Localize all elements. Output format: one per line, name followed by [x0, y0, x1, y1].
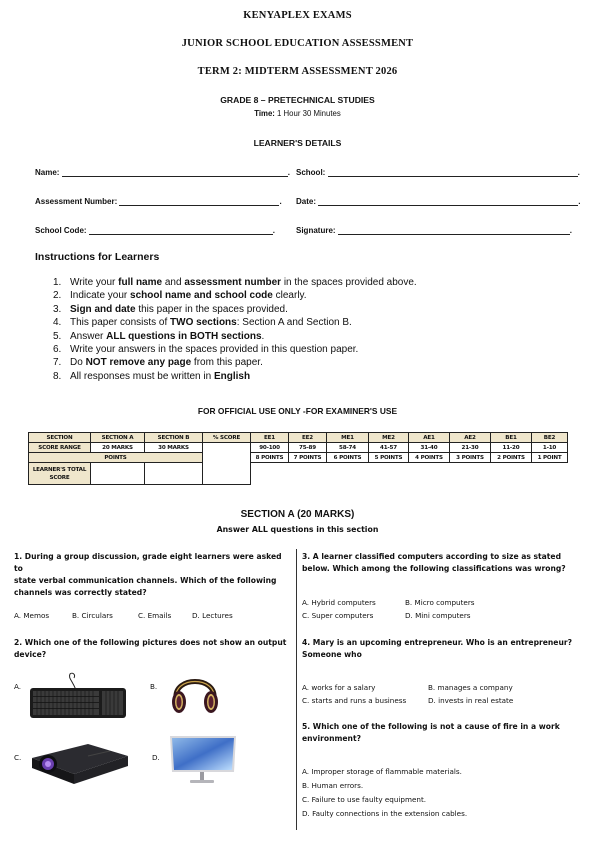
- learners-total-score-label: LEARNER'S TOTAL SCORE: [29, 463, 91, 485]
- signature-field[interactable]: [338, 227, 570, 235]
- instruction-text: assessment number: [184, 277, 282, 288]
- q2-option-c: C.: [14, 753, 22, 762]
- q2-option-b: B.: [150, 682, 158, 691]
- instruction-text: : Section A and Section B.: [236, 317, 352, 329]
- question-2-line: device?: [14, 650, 47, 659]
- instruction-text: Answer: [70, 330, 107, 342]
- assessment-number-label: Assessment Number:: [35, 197, 118, 206]
- q1-option-d: D. Lectures: [192, 611, 233, 620]
- level-code: AE1: [409, 433, 450, 443]
- question-1-line: channels was correctly stated?: [14, 588, 147, 597]
- instruction-text: Write your answers in the spaces provided in this question paper.: [70, 344, 359, 356]
- section-a-header: SECTION A: [91, 433, 145, 443]
- score-range-label: SCORE RANGE: [29, 443, 91, 453]
- instruction-number: 3.: [53, 303, 62, 315]
- school-code-row: School Code: .: [35, 226, 276, 235]
- instruction-text: from this paper.: [191, 357, 263, 369]
- projector-image: [28, 734, 130, 786]
- instruction-text: English: [213, 370, 251, 382]
- term-title: TERM 2: MIDTERM ASSESSMENT 2026: [197, 66, 398, 77]
- monitor-image: [166, 734, 238, 786]
- instruction-item: [53, 343, 573, 356]
- level-range: 31-40: [409, 443, 450, 453]
- instruction-text: clearly.: [272, 290, 307, 302]
- points-row: [29, 453, 568, 463]
- school-code-field[interactable]: [89, 227, 273, 235]
- level-range: 1-10: [532, 443, 568, 453]
- question-3: [302, 551, 587, 575]
- instruction-item: [53, 276, 573, 289]
- q4-option-d: D. invests in real estate: [428, 696, 514, 705]
- question-3-line: 3. A learner classified computers according to size as stated: [302, 552, 562, 561]
- level-range: 90-100: [251, 443, 289, 453]
- exam-body-title: KENYAPLEX EXAMS: [243, 10, 352, 21]
- section-a-title: SECTION A (20 MARKS): [240, 509, 355, 520]
- time-line: [0, 109, 595, 118]
- level-points: 4 POINTS: [409, 453, 450, 463]
- level-points: 2 POINTS: [491, 453, 532, 463]
- level-points: 8 POINTS: [251, 453, 289, 463]
- section-a-marks: 20 MARKS: [91, 443, 145, 453]
- level-range: 75-89: [289, 443, 327, 453]
- instruction-text: TWO sections: [170, 317, 237, 329]
- instruction-text: and: [162, 277, 185, 288]
- question-1-line: 1. During a group discussion, grade eight learners were asked to: [14, 552, 282, 573]
- level-range: 11-20: [491, 443, 532, 453]
- instruction-text: NOT remove any page: [85, 357, 192, 369]
- q5-option-c: C. Failure to use faulty equipment.: [302, 795, 427, 804]
- level-code: EE1: [251, 433, 289, 443]
- score-table: [28, 432, 568, 485]
- school-field[interactable]: [328, 169, 578, 177]
- q5-option-a: A. Improper storage of flammable materials.: [302, 767, 462, 776]
- section-a-subtitle: Answer ALL questions in this section: [216, 525, 379, 534]
- level-range: 21-30: [450, 443, 491, 453]
- instruction-text: Do: [70, 357, 86, 369]
- score-table-header-row: [29, 433, 568, 443]
- instruction-text: school name and school code: [130, 290, 273, 302]
- signature-label: Signature:: [296, 226, 336, 235]
- section-a-score-cell[interactable]: [91, 463, 145, 485]
- assessment-number-row: Assessment Number: .: [35, 197, 282, 206]
- question-5: [302, 721, 587, 745]
- instructions-list: [53, 276, 573, 383]
- instruction-text: Sign and date: [70, 303, 136, 315]
- level-points: 3 POINTS: [450, 453, 491, 463]
- question-1: [14, 551, 289, 599]
- instruction-item: [53, 316, 573, 329]
- percent-score-header: % SCORE: [203, 433, 251, 443]
- instruction-item: [53, 370, 573, 383]
- instruction-item: [53, 356, 573, 369]
- instruction-text: All responses must be written in: [70, 370, 214, 382]
- level-points: 7 POINTS: [289, 453, 327, 463]
- instruction-number: 4.: [53, 317, 62, 329]
- section-header: SECTION: [29, 433, 91, 443]
- instruction-number: 6.: [53, 344, 62, 356]
- q5-option-b: B. Human errors.: [302, 781, 364, 790]
- instruction-number: 7.: [53, 357, 62, 369]
- assessment-title: JUNIOR SCHOOL EDUCATION ASSESSMENT: [181, 38, 414, 49]
- level-code: ME2: [369, 433, 409, 443]
- official-use-heading: FOR OFFICIAL USE ONLY -FOR EXAMINER'S USE: [197, 406, 398, 416]
- assessment-number-field[interactable]: [119, 198, 279, 206]
- percent-score-cell[interactable]: [203, 443, 251, 485]
- time-label: Time:: [254, 109, 275, 118]
- headphones-image: [170, 666, 220, 718]
- q3-option-a: A. Hybrid computers: [302, 598, 376, 607]
- instruction-text: .: [261, 330, 265, 342]
- points-label: POINTS: [29, 453, 203, 463]
- column-divider: [296, 549, 297, 830]
- instruction-item: [53, 303, 573, 316]
- level-points: 1 POINT: [532, 453, 568, 463]
- instruction-text: full name: [118, 277, 163, 288]
- instruction-text: This paper consists of: [70, 317, 171, 329]
- q3-option-c: C. Super computers: [302, 611, 374, 620]
- score-range-row: [29, 443, 568, 453]
- instruction-item: [53, 330, 573, 343]
- keyboard-image: [28, 672, 128, 720]
- instruction-number: 8.: [53, 370, 62, 382]
- instruction-number: 1.: [53, 277, 62, 288]
- section-b-score-cell[interactable]: [145, 463, 203, 485]
- empty-cell: [251, 463, 568, 485]
- question-4-line: Someone who: [302, 650, 362, 659]
- learners-details-heading: LEARNER'S DETAILS: [253, 138, 342, 148]
- question-2-line: 2. Which one of the following pictures does not show an output: [14, 638, 287, 647]
- instruction-number: 5.: [53, 330, 62, 342]
- question-4-line: 4. Mary is an upcoming entrepreneur. Who is an entrepreneur?: [302, 638, 573, 647]
- q3-option-d: D. Mini computers: [405, 611, 471, 620]
- q4-option-c: C. starts and runs a business: [302, 696, 407, 705]
- question-5-line: environment?: [302, 734, 361, 743]
- q1-option-a: A. Memos: [14, 611, 50, 620]
- instruction-text: this paper in the spaces provided.: [135, 303, 288, 315]
- instruction-number: 2.: [53, 290, 62, 302]
- level-points: 5 POINTS: [369, 453, 409, 463]
- q4-option-a: A. works for a salary: [302, 683, 376, 692]
- name-field[interactable]: [62, 169, 288, 177]
- signature-row: Signature: .: [296, 226, 573, 235]
- q5-option-d: D. Faulty connections in the extension cables.: [302, 809, 468, 818]
- level-code: EE2: [289, 433, 327, 443]
- date-label: Date:: [296, 197, 317, 206]
- instructions-title: Instructions for Learners: [35, 251, 160, 263]
- question-1-line: state verbal communication channels. Which of the following: [14, 576, 277, 585]
- q1-option-c: C. Emails: [138, 611, 172, 620]
- instruction-text: Indicate your: [70, 290, 131, 302]
- time-value: 1 Hour 30 Minutes: [277, 109, 341, 118]
- instruction-item: [53, 289, 573, 302]
- question-2: [14, 637, 289, 661]
- name-label: Name:: [35, 168, 60, 177]
- level-range: 41-57: [369, 443, 409, 453]
- date-field[interactable]: [318, 198, 578, 206]
- level-points: 6 POINTS: [327, 453, 369, 463]
- level-code: BE2: [532, 433, 568, 443]
- question-5-line: 5. Which one of the following is not a cause of fire in a work: [302, 722, 560, 731]
- instruction-text: in the spaces provided above.: [281, 277, 417, 288]
- level-code: AE2: [450, 433, 491, 443]
- q2-option-d: D.: [152, 753, 160, 762]
- section-b-header: SECTION B: [145, 433, 203, 443]
- q1-option-b: B. Circulars: [72, 611, 113, 620]
- name-row: Name: .: [35, 168, 290, 177]
- question-3-line: below. Which among the following classifications was wrong?: [302, 564, 566, 573]
- level-code: BE1: [491, 433, 532, 443]
- date-row: Date: .: [296, 197, 581, 206]
- instruction-text: ALL questions in BOTH sections: [106, 330, 262, 342]
- level-range: 58-74: [327, 443, 369, 453]
- level-code: ME1: [327, 433, 369, 443]
- section-b-marks: 30 MARKS: [145, 443, 203, 453]
- q2-option-a: A.: [14, 682, 22, 691]
- q3-option-b: B. Micro computers: [405, 598, 475, 607]
- q4-option-b: B. manages a company: [428, 683, 513, 692]
- instruction-text: Write your: [70, 277, 119, 288]
- school-label: School:: [296, 168, 326, 177]
- total-score-row: [29, 463, 568, 485]
- school-row: School: .: [296, 168, 580, 177]
- question-4: [302, 637, 587, 661]
- grade-subject: GRADE 8 – PRETECHNICAL STUDIES: [220, 95, 375, 105]
- school-code-label: School Code:: [35, 226, 87, 235]
